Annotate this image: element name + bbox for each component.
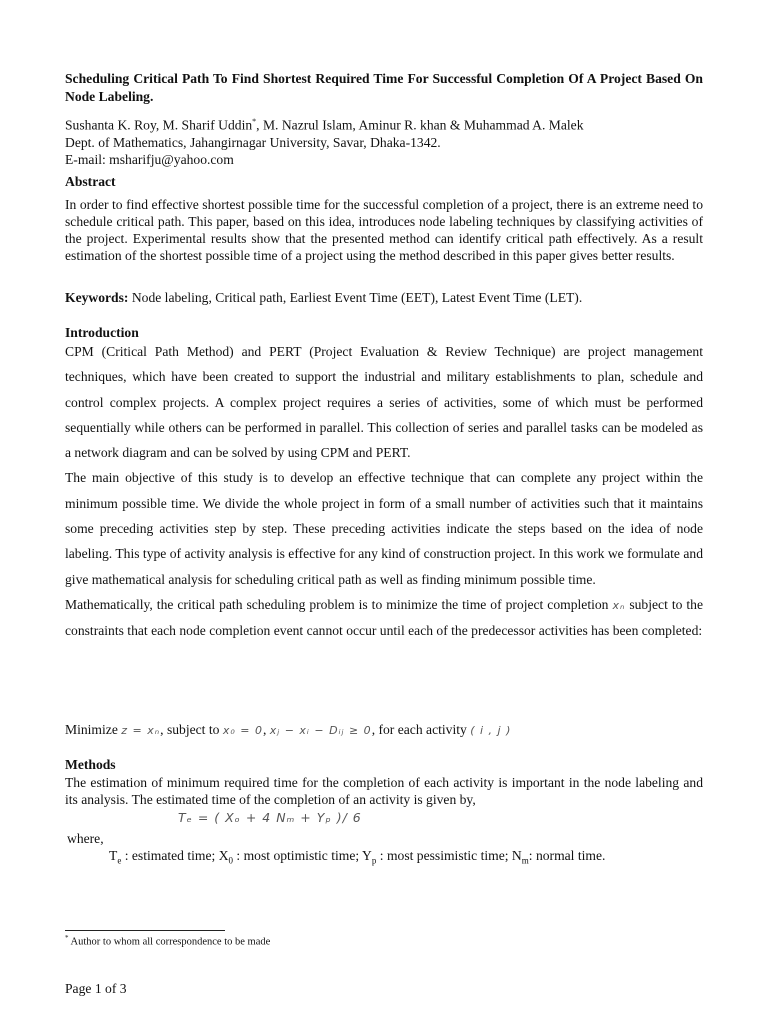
activity-math: ( i , j ) — [470, 724, 512, 737]
objective-math: z = xₙ — [121, 724, 161, 737]
minimize-line: Minimize z = xₙ, subject to x₀ = 0, xⱼ − xᵢ − Dᵢⱼ ≥ 0, for each activity ( i , j ) — [65, 722, 512, 737]
footnote-rule — [65, 930, 225, 931]
inline-math-xn: xₙ — [612, 598, 626, 612]
methods-text: The estimation of minimum required time for the completion of each activity is important in the node labeling and its analysis. The estimated time of the completion of an activity is given by, — [65, 775, 703, 807]
estimated-time-formula: Tₑ = ( Xₒ + 4 Nₘ + Yₚ )/ 6 — [178, 810, 362, 825]
where-label: where, — [67, 831, 104, 846]
constraint-1-math: x₀ = 0 — [222, 724, 263, 737]
intro-paragraph-1: CPM (Critical Path Method) and PERT (Project Evaluation & Review Technique) are project management techniques, which have been created to support the industrial and military establishments to plan, schedule and control complex projects. A complex project requires a series of activities, some of which must be performed sequentially while others can be performed in parallel. This collection of series and parallel tasks can be modeled as a network diagram and can be solved by using CPM and PERT. — [65, 344, 703, 461]
author-list: Sushanta K. Roy, M. Sharif Uddin*, M. Nazrul Islam, Aminur R. khan & Muhammad A. Malek — [65, 117, 584, 133]
introduction-heading: Introduction — [65, 325, 139, 340]
introduction-body — [65, 339, 703, 644]
paper-title: Scheduling Critical Path To Find Shortest Required Time For Successful Completion Of A Project Based On Node Labeling. — [65, 71, 703, 104]
constraint-2-math: xⱼ − xᵢ − Dᵢⱼ ≥ 0 — [269, 724, 372, 737]
intro-paragraph-3: Mathematically, the critical path scheduling problem is to minimize the time of project completion xₙ subject to the constraints that each node completion event cannot occur until each of the predecessor activities has been completed: — [65, 596, 703, 639]
page-number: Page 1 of 3 — [65, 981, 127, 996]
methods-heading: Methods — [65, 757, 116, 772]
keywords — [65, 290, 703, 306]
footnote: * Author to whom all correspondence to be made — [65, 934, 271, 948]
author-footnote-mark: * — [252, 117, 257, 126]
variable-definitions: $T_e$ : estimated time; $X_0$ : most optimistic time; $Y_p$ : most pessimistic time; $N_m$: normal time. — [109, 848, 606, 866]
keywords-text: Node labeling, Critical path, Earliest Event Time (EET), Latest Event Time (LET). — [128, 290, 583, 305]
intro-paragraph-2: The main objective of this study is to develop an effective technique that can complete any project within the minimum possible time. We divide the whole project in form of a small number of activities such that it maintains some preceding activities step by step. These preceding activities indicate the steps based on the idea of node labeling. This type of activity analysis is effective for any kind of construction project. In this work we formulate and give mathematical analysis for scheduling critical path as well as finding minimum possible time. — [65, 470, 703, 587]
author-block — [65, 113, 703, 168]
abstract-text: In order to find effective shortest possible time for the successful completion of a project, there is an extreme need to schedule critical path. This paper, based on this idea, introduces node labeling techniques by classifying activities of the project. Experimental results show that the presented method can identify critical path effectively. As a result estimation of the shortest possible time of a project using the method described in this paper gives better results. — [65, 197, 703, 263]
email: E-mail: msharifju@yahoo.com — [65, 151, 234, 167]
keywords-label: Keywords: — [65, 290, 129, 305]
abstract-heading: Abstract — [65, 174, 116, 189]
affiliation: Dept. of Mathematics, Jahangirnagar University, Savar, Dhaka-1342. — [65, 134, 441, 150]
